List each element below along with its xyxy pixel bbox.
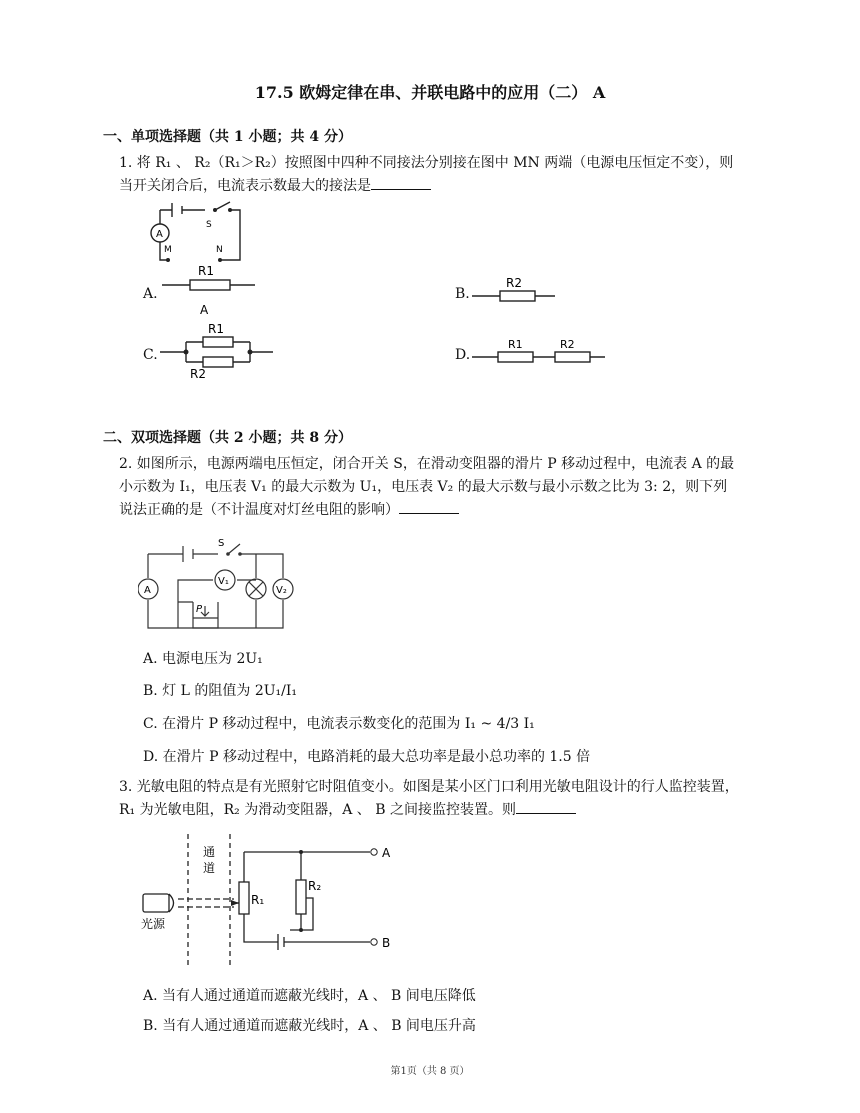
- question-3-line2: R₁ 为光敏电阻，R₂ 为滑动变阻器，A 、 B 之间接监控装置。则: [119, 799, 779, 822]
- page-title: 17.5 欧姆定律在串、并联电路中的应用（二） A: [254, 83, 606, 102]
- r2-label: R2: [190, 367, 206, 380]
- slider-p-label: P: [196, 604, 203, 615]
- answer-blank: [399, 499, 459, 514]
- q3-option-b: B. 当有人通过通道而遮蔽光线时，A 、 B 间电压升高: [143, 1018, 476, 1034]
- switch-label: S: [218, 538, 225, 549]
- answer-blank: [371, 175, 431, 190]
- q1-option-c-diagram: [158, 320, 278, 380]
- q3-circuit-diagram: [138, 832, 398, 970]
- q2-option-c: C. 在滑片 P 移动过程中，电流表示数变化的范围为 I₁ ~ 4/3 I₁: [143, 716, 535, 732]
- ammeter-label: A: [156, 229, 163, 240]
- question-2-line1: 2. 如图所示，电源两端电压恒定，闭合开关 S，在滑动变阻器的滑片 P 移动过程中，电流表 A 的最: [119, 456, 735, 472]
- r2-label: R2: [506, 276, 522, 290]
- section-heading-single: 一、单项选择题（共 1 小题；共 4 分）: [103, 129, 352, 145]
- r2-label: R₂: [308, 879, 322, 893]
- question-3: [119, 776, 779, 822]
- q3-option-a: A. 当有人通过通道而遮蔽光线时，A 、 B 间电压降低: [143, 988, 476, 1004]
- q1-option-a-label: A.: [143, 286, 158, 302]
- question-2-line3: 说法正确的是（不计温度对灯丝电阻的影响）: [119, 499, 779, 522]
- terminal-m-label: M: [164, 245, 172, 255]
- light-source-label: 光源: [141, 917, 166, 931]
- question-2: [119, 453, 779, 522]
- option-a-caption: A: [200, 303, 209, 317]
- q2-option-d: D. 在滑片 P 移动过程中，电路消耗的最大总功率是最小总功率的 1.5 倍: [143, 749, 591, 765]
- terminal-a-label: A: [382, 846, 391, 860]
- answer-blank: [516, 799, 576, 814]
- question-2-line2: 小示数为 I₁，电压表 V₁ 的最大示数为 U₁，电压表 V₂ 的最大示数与最小示数之比为 3: 2，则下列: [119, 479, 728, 495]
- q1-option-b-label: B.: [455, 286, 470, 302]
- question-3-line1: 3. 光敏电阻的特点是有光照射它时阻值变小。如图是某小区门口利用光敏电阻设计的行人监控装置，: [119, 779, 739, 795]
- q2-circuit-diagram: [138, 536, 308, 636]
- section-heading-double: 二、双项选择题（共 2 小题；共 8 分）: [103, 430, 352, 446]
- v1-label: V₁: [218, 576, 229, 587]
- q2-option-b: B. 灯 L 的阻值为 2U₁/I₁: [143, 683, 298, 699]
- q1-option-a-diagram: [160, 263, 260, 318]
- terminal-n-label: N: [216, 245, 223, 255]
- r1-label: R₁: [251, 893, 265, 907]
- q1-option-b-diagram: [470, 275, 560, 305]
- q1-option-c-label: C.: [143, 347, 158, 363]
- r2-label: R2: [560, 338, 575, 351]
- r1-label: R1: [198, 264, 214, 278]
- q1-option-d-diagram: [470, 335, 610, 370]
- channel-label-1: 通: [203, 845, 216, 859]
- q1-circuit-diagram: [130, 200, 250, 270]
- page-footer: 第1页（共 8 页）: [390, 1066, 470, 1077]
- q2-option-a: A. 电源电压为 2U₁: [143, 651, 263, 667]
- channel-label-2: 道: [203, 861, 216, 875]
- r1-label: R1: [508, 338, 523, 351]
- question-1-line1: 1. 将 R₁ 、 R₂（R₁＞R₂）按照图中四种不同接法分别接在图中 MN 两端（电源电压恒定不变），则: [119, 155, 734, 171]
- switch-label: S: [206, 220, 212, 230]
- ammeter-label: A: [144, 585, 151, 596]
- r1-label: R1: [208, 322, 224, 336]
- terminal-b-label: B: [382, 936, 391, 950]
- q1-option-d-label: D.: [455, 347, 471, 363]
- question-1: [119, 152, 779, 198]
- question-1-line2: 当开关闭合后，电流表示数最大的接法是: [119, 175, 779, 198]
- v2-label: V₂: [276, 585, 287, 596]
